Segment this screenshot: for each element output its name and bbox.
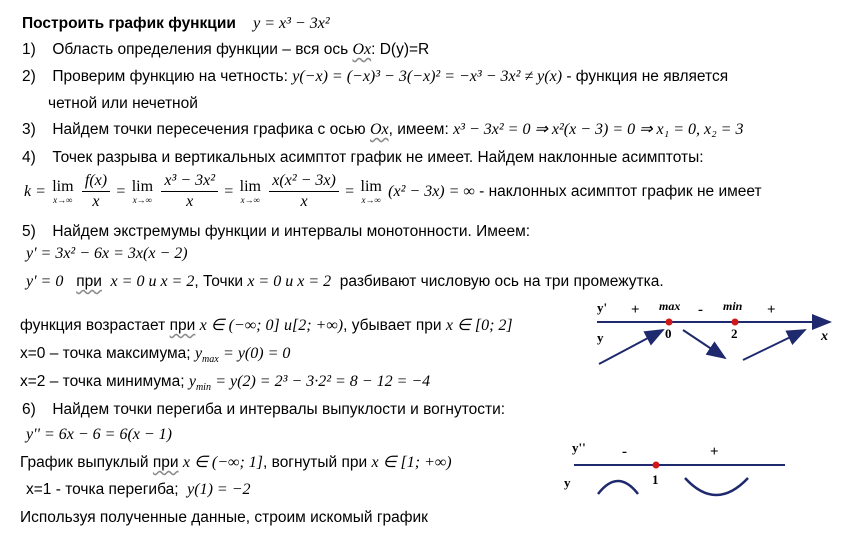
ysecond-label: y''	[572, 440, 586, 455]
point-0	[666, 319, 673, 326]
increase-set-2: [2; +∞)	[292, 317, 344, 334]
point-0-label: 0	[665, 326, 672, 341]
step-3-number: 3)	[22, 121, 36, 138]
step-3-formula: x³ − 3x² = 0 ⇒ x²(x − 3) = 0 ⇒ x₁ = 0, x₂ = 3	[453, 121, 744, 138]
increase-arrow-1	[599, 330, 663, 364]
step-1-number: 1)	[22, 41, 36, 58]
critical-roots: x = 0 и x = 2	[110, 273, 195, 290]
step-5-number: 5)	[22, 223, 36, 240]
increase-and: и	[284, 317, 292, 334]
limit-2: lim x→∞	[131, 177, 154, 205]
limit-1: lim x→∞	[52, 177, 74, 205]
step-3	[22, 120, 743, 140]
step-1-text: Область определения функции – вся ось	[52, 41, 349, 58]
min-label: min	[723, 299, 743, 313]
plus-right-2: +	[710, 444, 719, 460]
convex-text: График выпуклый	[20, 454, 149, 471]
step-5-mid: , Точки	[194, 273, 244, 290]
step-4-number: 4)	[22, 149, 36, 166]
increase-arrow-2	[743, 330, 805, 360]
minimum-text: x=2 – точка минимума;	[20, 373, 185, 390]
step-2-cont: четной или нечетной	[48, 95, 198, 112]
first-derivative: y' = 3x² − 6x = 3x(x − 2)	[26, 245, 188, 262]
step-2-continuation	[48, 94, 198, 114]
inflection-line	[26, 480, 251, 500]
yprime-label: y'	[597, 300, 608, 315]
fraction-1: $\frac{f(x)}{x}$	[82, 171, 110, 212]
title-line	[22, 14, 330, 34]
step-4-limits	[24, 170, 762, 214]
concave-text: , вогнутый при	[263, 454, 368, 471]
pri-word: при	[76, 273, 102, 290]
first-derivative-sign-diagram	[585, 290, 850, 375]
monotonic-line	[20, 316, 513, 336]
step-5-tail: разбивают числовую ось на три промежутка.	[339, 273, 664, 290]
critical-roots-2: x = 0 и x = 2	[247, 273, 332, 290]
equals-2: =	[224, 183, 234, 200]
convexity-line	[20, 453, 452, 473]
step-3-axis: Ox	[369, 121, 389, 138]
title-label: Построить график функции	[22, 15, 236, 32]
step-5	[22, 222, 530, 242]
minus-mid: -	[698, 302, 703, 318]
x-label: x	[821, 329, 828, 344]
step-4-text: Точек разрыва и вертикальных асимптот график не имеет. Найдем наклонные асимптоты:	[52, 149, 704, 166]
step-1	[22, 40, 429, 60]
step-6-number: 6)	[22, 401, 36, 418]
step-6-text: Найдем точки перегиба и интервалы выпуклости и вогнутости:	[52, 401, 506, 418]
step-3-text: Найдем точки пересечения графика с осью	[52, 121, 366, 138]
decrease-text: , убывает при	[343, 317, 442, 334]
inflection-text: x=1 - точка перегиба;	[26, 481, 179, 498]
maximum-line	[20, 344, 290, 370]
y-label: y	[597, 330, 604, 345]
concave-arc	[685, 478, 748, 495]
title-formula: y = x³ − 3x²	[253, 15, 330, 32]
max-label: max	[659, 299, 681, 313]
step-1-domain: : D(y)=R	[371, 41, 430, 58]
second-derivative: y'' = 6x − 6 = 6(x − 1)	[26, 426, 172, 443]
k-label: k =	[24, 183, 46, 200]
decrease-set: x ∈ [0; 2]	[445, 317, 513, 334]
ymin-value: = y(2) = 2³ − 3·2² = 8 − 12 = −4	[215, 373, 431, 390]
ymax-sub: max	[202, 354, 219, 366]
limit-4: lim x→∞	[360, 177, 382, 205]
ymin-sub: min	[195, 382, 211, 394]
step-4-result: - наклонных асимптот график не имеет	[479, 183, 762, 200]
final-text: Используя полученные данные, строим искомый график	[20, 509, 428, 526]
y-label-2: y	[564, 475, 571, 490]
ymax-value: = y(0) = 0	[223, 345, 291, 362]
point-2	[732, 319, 739, 326]
step-2-formula: y(−x) = (−x)³ − 3(−x)² = −x³ − 3x² ≠ y(x)	[292, 68, 563, 85]
equals-3: =	[345, 183, 355, 200]
limit-tail: (x² − 3x) = ∞	[388, 183, 475, 200]
convex-arc	[598, 481, 638, 494]
step-2-result: - функция не является	[566, 68, 729, 85]
step-1-axis: Ox	[352, 41, 372, 58]
decrease-arrow	[683, 330, 725, 358]
step-6	[22, 400, 505, 420]
ymin-symbol: y	[188, 373, 196, 390]
convex-pri: при	[152, 454, 179, 471]
fraction-2: $\frac{\text{x³ − 3x²}}{x}$	[161, 171, 218, 212]
increase-pri: при	[169, 317, 196, 334]
step-4	[22, 148, 704, 168]
step-5-text: Найдем экстремумы функции и интервалы монотонности. Имеем:	[52, 223, 531, 240]
increase-text: функция возрастает	[20, 317, 166, 334]
minimum-line	[20, 372, 430, 398]
step-6-derivative	[26, 425, 172, 445]
fraction-3: $\frac{\text{x(x² − 3x)}}{x}$	[269, 171, 339, 212]
convex-set: x ∈ (−∞; 1]	[182, 454, 264, 471]
step-5-derivative	[26, 244, 188, 264]
inflection-value: y(1) = −2	[187, 481, 251, 498]
step-2	[22, 67, 728, 87]
step-3-mid: , имеем:	[388, 121, 449, 138]
point-1-label: 1	[652, 472, 659, 487]
second-derivative-sign-diagram	[560, 432, 810, 527]
final-line	[20, 508, 428, 528]
step-5-zero	[26, 272, 664, 292]
minus-left: -	[622, 444, 627, 460]
step-2-text: Проверим функцию на четность:	[52, 68, 288, 85]
limit-3: lim x→∞	[239, 177, 261, 205]
maximum-text: x=0 – точка максимума;	[20, 345, 191, 362]
ymax-symbol: y	[194, 345, 203, 362]
derivative-zero: y' = 0	[26, 273, 64, 290]
equals-1: =	[116, 183, 126, 200]
plus-right: +	[767, 302, 776, 318]
plus-left: +	[631, 302, 640, 318]
point-2-label: 2	[731, 326, 738, 341]
increase-set: x ∈ (−∞; 0]	[199, 317, 280, 334]
concave-set: x ∈ [1; +∞)	[371, 454, 452, 471]
point-1	[653, 462, 660, 469]
step-2-number: 2)	[22, 68, 36, 85]
